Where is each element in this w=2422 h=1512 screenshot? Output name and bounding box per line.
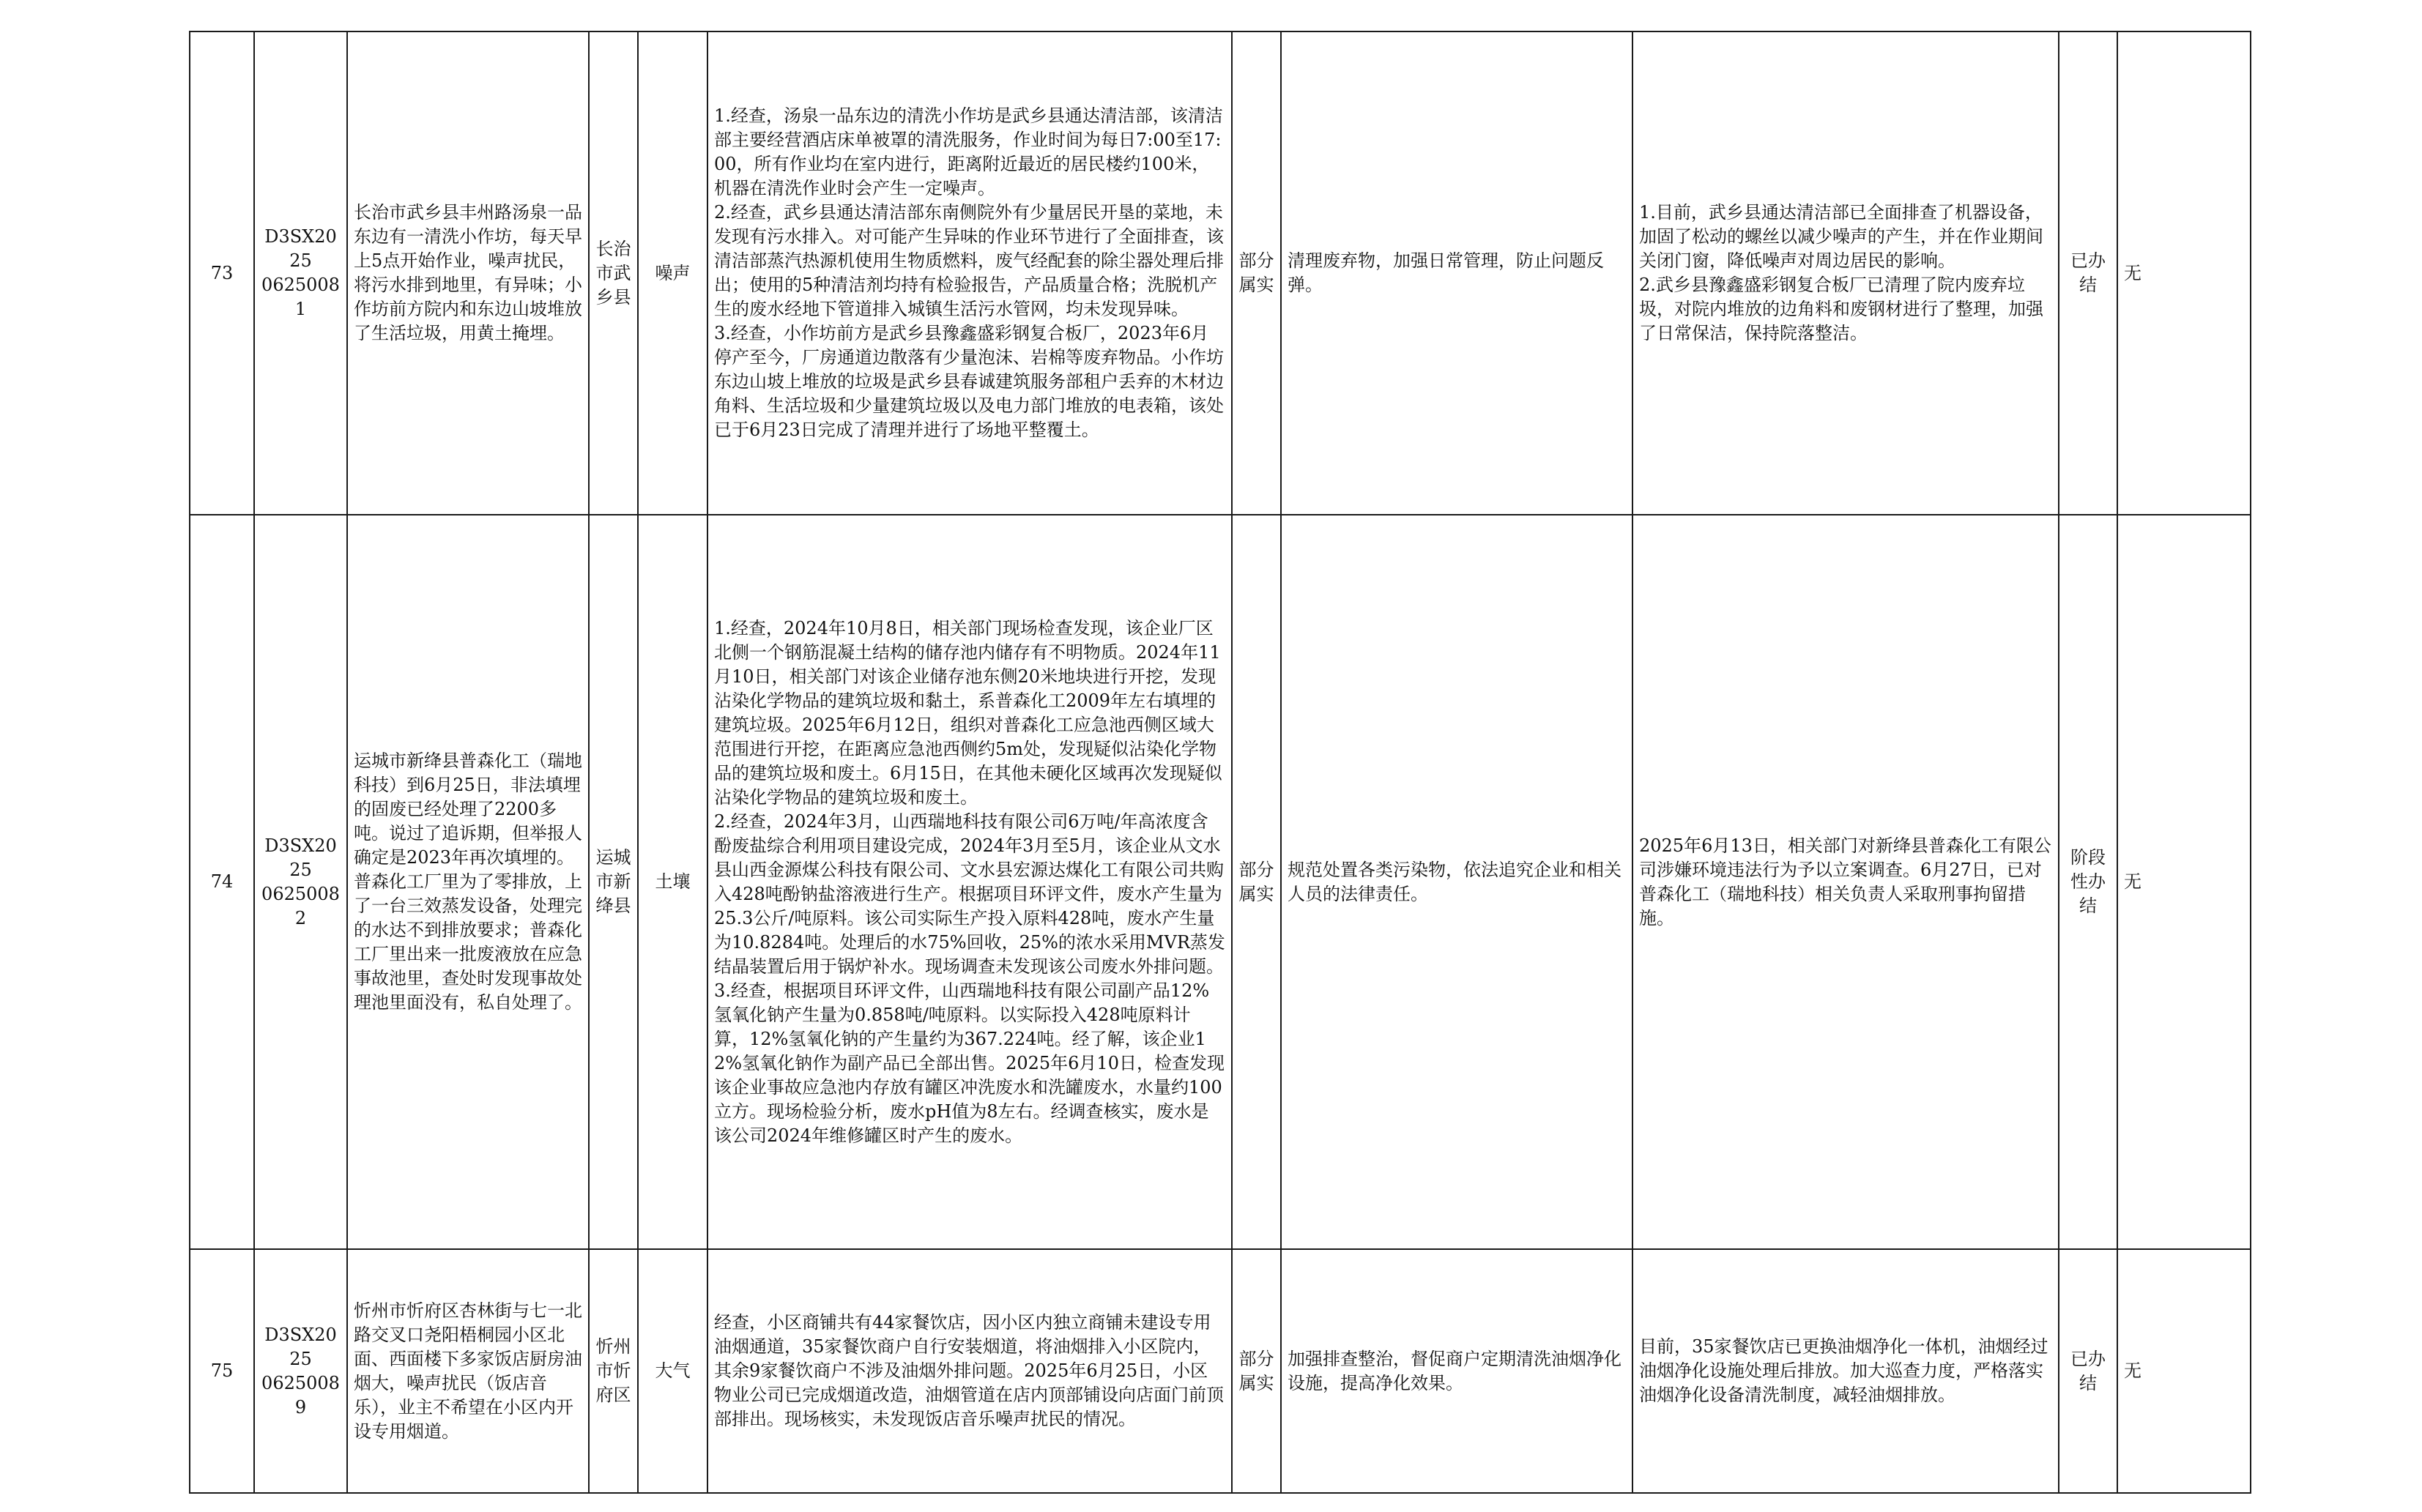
accountability-info: 无 — [2117, 31, 2251, 515]
table-row — [190, 1249, 2251, 1493]
rectification-result: 2025年6月13日，相关部门对新绛县普森化工有限公司涉嫌环境违法行为予以立案调查。6月27日，已对普森化工（瑞地科技）相关负责人采取刑事拘留措施。 — [1632, 515, 2059, 1249]
complaint-content: 运城市新绛县普森化工（瑞地科技）到6月25日，非法填埋的固废已经处理了2200多吨。说过了追诉期，但举报人确定是2023年再次填埋的。普森化工厂里为了零排放，上了一台三效蒸发设备，处理完的水达不到排放要求；普森化工厂里出来一批废液放在应急事故池里，查处时发现事故处理池里面没有，私自处理了。 — [347, 515, 589, 1249]
investigation-findings: 1.经查，汤泉一品东边的清洗小作坊是武乡县通达清洁部，该清洁部主要经营酒店床单被罩的清洗服务，作业时间为每日7:00至17:00，所有作业均在室内进行，距离附近最近的居民楼约100米，机器在清洗作业时会产生一定噪声。 2.经查，武乡县通达清洁部东南侧院外有少量居民开垦的菜地，未发现有污水排入。对可能产生异味的作业环节进行了全面排查，该清洁部蒸汽热源机使用生物质燃料，废气经配套的除尘器处理后排出；使用的5种清洁剂均持有检验报告，产品质量合格；洗脱机产生的废水经地下管道排入城镇生活污水管网，均未发现异味。 3.经查，小作坊前方是武乡县豫鑫盛彩钢复合板厂，2023年6月停产至今，厂房通道边散落有少量泡沫、岩棉等废弃物品。小作坊东边山坡上堆放的垃圾是武乡县春诚建筑服务部租户丢弃的木材边角料、生活垃圾和少量建筑垃圾以及电力部门堆放的电表箱，该处已于6月23日完成了清理并进行了场地平整覆土。 — [707, 31, 1232, 515]
handling-measures: 规范处置各类污染物，依法追究企业和相关人员的法律责任。 — [1281, 515, 1632, 1249]
pollution-category: 噪声 — [638, 31, 707, 515]
row-index: 74 — [190, 515, 254, 1249]
investigation-findings: 1.经查，2024年10月8日，相关部门现场检查发现，该企业厂区北侧一个钢筋混凝土结构的储存池内储存有不明物质。2024年11月10日，相关部门对该企业储存池东侧20米地块进行开挖，发现沾染化学物品的建筑垃圾和黏土，系普森化工2009年左右填埋的建筑垃圾。2025年6月12日，组织对普森化工应急池西侧区域大范围进行开挖，在距离应急池西侧约5m处，发现疑似沾染化学物品的建筑垃圾和废土。6月15日，在其他未硬化区域再次发现疑似沾染化学物品的建筑垃圾和废土。 2.经查，2024年3月，山西瑞地科技有限公司6万吨/年高浓度含酚废盐综合利用项目建设完成，2024年3月至5月，该企业从文水县山西金源煤公科技有限公司、文水县宏源达煤化工有限公司共购入428吨酚钠盐溶液进行生产。根据项目环评文件，废水产生量为25.3公斤/吨原料。该公司实际生产投入原料428吨，废水产生量为10.8284吨。处理后的水75%回收，25%的浓水采用MVR蒸发结晶装置后用于锅炉补水。现场调查未发现该公司废水外排问题。 3.经查，根据项目环评文件，山西瑞地科技有限公司副产品12%氢氧化钠产生量为0.858吨/吨原料。以实际投入428吨原料计算，12%氢氧化钠的产生量约为367.224吨。经了解，该企业12%氢氧化钠作为副产品已全部出售。2025年6月10日，检查发现该企业事故应急池内存放有罐区冲洗废水和洗罐废水，水量约100立方。现场检验分析，废水pH值为8左右。经调查核实，废水是该公司2024年维修罐区时产生的废水。 — [707, 515, 1232, 1249]
row-index: 75 — [190, 1249, 254, 1493]
case-status: 阶段 性办 结 — [2059, 515, 2117, 1249]
investigation-findings: 经查，小区商铺共有44家餐饮店，因小区内独立商铺未建设专用油烟通道，35家餐饮商户自行安装烟道，将油烟排入小区院内，其余9家餐饮商户不涉及油烟外排问题。2025年6月25日，小区物业公司已完成烟道改造，油烟管道在店内顶部铺设向店面门前顶部排出。现场核实，未发现饭店音乐噪声扰民的情况。 — [707, 1249, 1232, 1493]
handling-measures: 加强排查整治，督促商户定期清洗油烟净化设施，提高净化效果。 — [1281, 1249, 1632, 1493]
accountability-info: 无 — [2117, 1249, 2251, 1493]
administrative-region: 运城 市新 绛县 — [589, 515, 638, 1249]
case-status: 已办 结 — [2059, 31, 2117, 515]
case-code: D3SX2025 06250081 — [254, 31, 347, 515]
case-code: D3SX2025 06250082 — [254, 515, 347, 1249]
complaint-records-table — [189, 31, 2251, 1494]
administrative-region: 长治 市武 乡县 — [589, 31, 638, 515]
complaint-content: 忻州市忻府区杏林街与七一北路交叉口尧阳梧桐园小区北面、西面楼下多家饭店厨房油烟大，噪声扰民（饭店音乐），业主不希望在小区内开设专用烟道。 — [347, 1249, 589, 1493]
handling-measures: 清理废弃物，加强日常管理，防止问题反弹。 — [1281, 31, 1632, 515]
pollution-category: 土壤 — [638, 515, 707, 1249]
case-code: D3SX2025 06250089 — [254, 1249, 347, 1493]
case-status: 已办 结 — [2059, 1249, 2117, 1493]
rectification-result: 1.目前，武乡县通达清洁部已全面排查了机器设备，加固了松动的螺丝以减少噪声的产生，并在作业期间关闭门窗，降低噪声对周边居民的影响。 2.武乡县豫鑫盛彩钢复合板厂已清理了院内废弃垃圾，对院内堆放的边角料和废钢材进行了整理，加强了日常保洁，保持院落整洁。 — [1632, 31, 2059, 515]
table-row — [190, 31, 2251, 515]
table-row — [190, 515, 2251, 1249]
rectification-result: 目前，35家餐饮店已更换油烟净化一体机，油烟经过油烟净化设施处理后排放。加大巡查力度，严格落实油烟净化设备清洗制度，减轻油烟排放。 — [1632, 1249, 2059, 1493]
accountability-info: 无 — [2117, 515, 2251, 1249]
complaint-content: 长治市武乡县丰州路汤泉一品东边有一清洗小作坊，每天早上5点开始作业，噪声扰民，将污水排到地里，有异味；小作坊前方院内和东边山坡堆放了生活垃圾，用黄土掩埋。 — [347, 31, 589, 515]
verification-verdict: 部分 属实 — [1232, 31, 1281, 515]
row-index: 73 — [190, 31, 254, 515]
verification-verdict: 部分 属实 — [1232, 1249, 1281, 1493]
verification-verdict: 部分 属实 — [1232, 515, 1281, 1249]
pollution-category: 大气 — [638, 1249, 707, 1493]
administrative-region: 忻州 市忻 府区 — [589, 1249, 638, 1493]
